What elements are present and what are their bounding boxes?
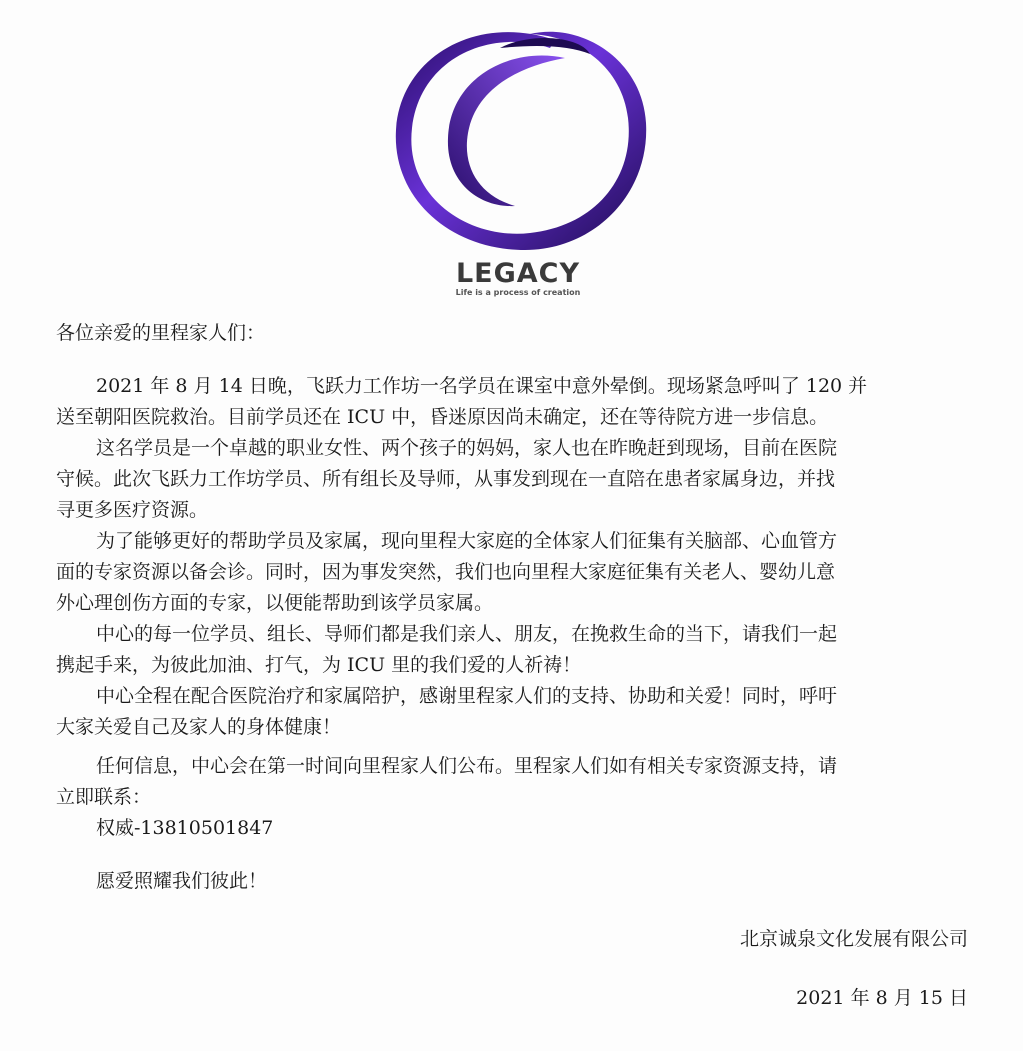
letter-contact bbox=[56, 751, 976, 844]
legacy-logo bbox=[380, 18, 650, 308]
swirl-ring-icon bbox=[380, 18, 656, 258]
body-line: 大家关爱自己及家人的身体健康！ bbox=[56, 716, 342, 738]
body-line: 送至朝阳医院救治。目前学员还在 ICU 中，昏迷原因尚未确定，还在等待院方进一步信息。 bbox=[56, 406, 829, 428]
body-line: 这名学员是一个卓越的职业女性、两个孩子的妈妈，家人也在昨晚赶到现场，目前在医院 bbox=[96, 437, 838, 459]
body-line: 2021 年 8 月 14 日晚，飞跃力工作坊一名学员在课室中意外晕倒。现场紧急呼叫了 120 并 bbox=[96, 375, 868, 397]
letter-greeting: 各位亲爱的里程家人们： bbox=[56, 322, 266, 344]
body-line: 为了能够更好的帮助学员及家属，现向里程大家庭的全体家人们征集有关脑部、心血管方 bbox=[96, 530, 838, 552]
signature-company: 北京诚泉文化发展有限公司 bbox=[739, 928, 968, 950]
body-line: 携起手来，为彼此加油、打气，为 ICU 里的我们爱的人祈祷！ bbox=[56, 654, 582, 676]
body-line: 守候。此次飞跃力工作坊学员、所有组长及导师，从事发到现在一直陪在患者家属身边，并找 bbox=[56, 468, 836, 490]
letter-body bbox=[56, 371, 976, 743]
body-line: 中心全程在配合医院治疗和家属陪护，感谢里程家人们的支持、协助和关爱！同时，呼吁 bbox=[96, 685, 838, 707]
body-line: 外心理创伤方面的专家，以便能帮助到该学员家属。 bbox=[56, 592, 494, 614]
contact-line: 任何信息，中心会在第一时间向里程家人们公布。里程家人们如有相关专家资源支持，请 bbox=[96, 755, 838, 777]
body-line: 面的专家资源以备会诊。同时，因为事发突然，我们也向里程大家庭征集有关老人、婴幼儿意 bbox=[56, 561, 836, 583]
contact-line: 立即联系： bbox=[56, 786, 152, 808]
logo-wordmark: LEGACY bbox=[455, 258, 581, 289]
signature-date: 2021 年 8 月 15 日 bbox=[796, 987, 968, 1009]
letter-closing: 愿爱照耀我们彼此！ bbox=[96, 870, 268, 892]
logo-tagline: Life is a process of creation bbox=[455, 288, 581, 297]
contact-phone: 权威-13810501847 bbox=[96, 817, 274, 839]
body-line: 中心的每一位学员、组长、导师们都是我们亲人、朋友，在挽救生命的当下，请我们一起 bbox=[96, 623, 838, 645]
body-line: 寻更多医疗资源。 bbox=[56, 499, 209, 521]
